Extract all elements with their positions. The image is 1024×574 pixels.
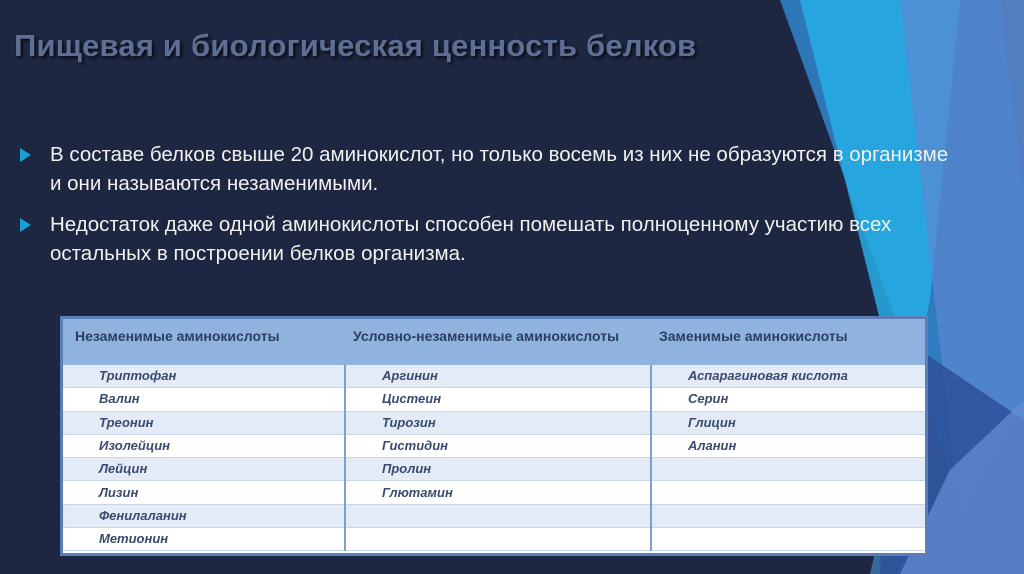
- bullet-list: [20, 140, 950, 280]
- bullet-item-2: [20, 210, 950, 268]
- table-cell: Треонин: [63, 411, 345, 434]
- table-cell: Аспарагиновая кислота: [651, 365, 925, 388]
- table-row: [63, 458, 925, 481]
- table-cell: [651, 528, 925, 551]
- table-cell: Тирозин: [345, 411, 651, 434]
- table-cell: [651, 458, 925, 481]
- table-row: [63, 388, 925, 411]
- header-essential: Незаменимые аминокислоты: [63, 319, 345, 365]
- table-header-row: [63, 319, 925, 365]
- table-cell: Триптофан: [63, 365, 345, 388]
- table-cell: Гистидин: [345, 434, 651, 457]
- table-cell: Валин: [63, 388, 345, 411]
- table-row: [63, 365, 925, 388]
- table-cell: [651, 481, 925, 504]
- table-cell: Цистеин: [345, 388, 651, 411]
- table-row: [63, 504, 925, 527]
- table-cell: Метионин: [63, 528, 345, 551]
- table-row: [63, 528, 925, 551]
- table-cell: Пролин: [345, 458, 651, 481]
- triangle-bullet-icon: [20, 148, 31, 162]
- table-row: [63, 434, 925, 457]
- table-cell: Серин: [651, 388, 925, 411]
- table-cell: Глицин: [651, 411, 925, 434]
- header-nonessential: Заменимые аминокислоты: [651, 319, 925, 365]
- slide-title: Пищевая и биологическая ценность белков: [14, 28, 697, 63]
- table-row: [63, 411, 925, 434]
- table-cell: [651, 504, 925, 527]
- table-cell: Лизин: [63, 481, 345, 504]
- bullet-item-1: [20, 140, 950, 198]
- table-cell: Аланин: [651, 434, 925, 457]
- table-cell: Изолейцин: [63, 434, 345, 457]
- table-cell: Лейцин: [63, 458, 345, 481]
- header-conditionally-essential: Условно-незаменимые аминокислоты: [345, 319, 651, 365]
- triangle-bullet-icon: [20, 218, 31, 232]
- table-row: [63, 481, 925, 504]
- amino-acid-table: [60, 316, 928, 556]
- table-cell: Фенилаланин: [63, 504, 345, 527]
- bullet-text: Недостаток даже одной аминокислоты способен помешать полноценному участию всех остальных в построении белков организма.: [50, 213, 892, 265]
- table-cell: Аргинин: [345, 365, 651, 388]
- bullet-text: В составе белков свыше 20 аминокислот, но только восемь из них не образуются в организме и они называются незаменимыми.: [50, 143, 949, 195]
- table-cell: [345, 528, 651, 551]
- table-cell: Глютамин: [345, 481, 651, 504]
- table-cell: [345, 504, 651, 527]
